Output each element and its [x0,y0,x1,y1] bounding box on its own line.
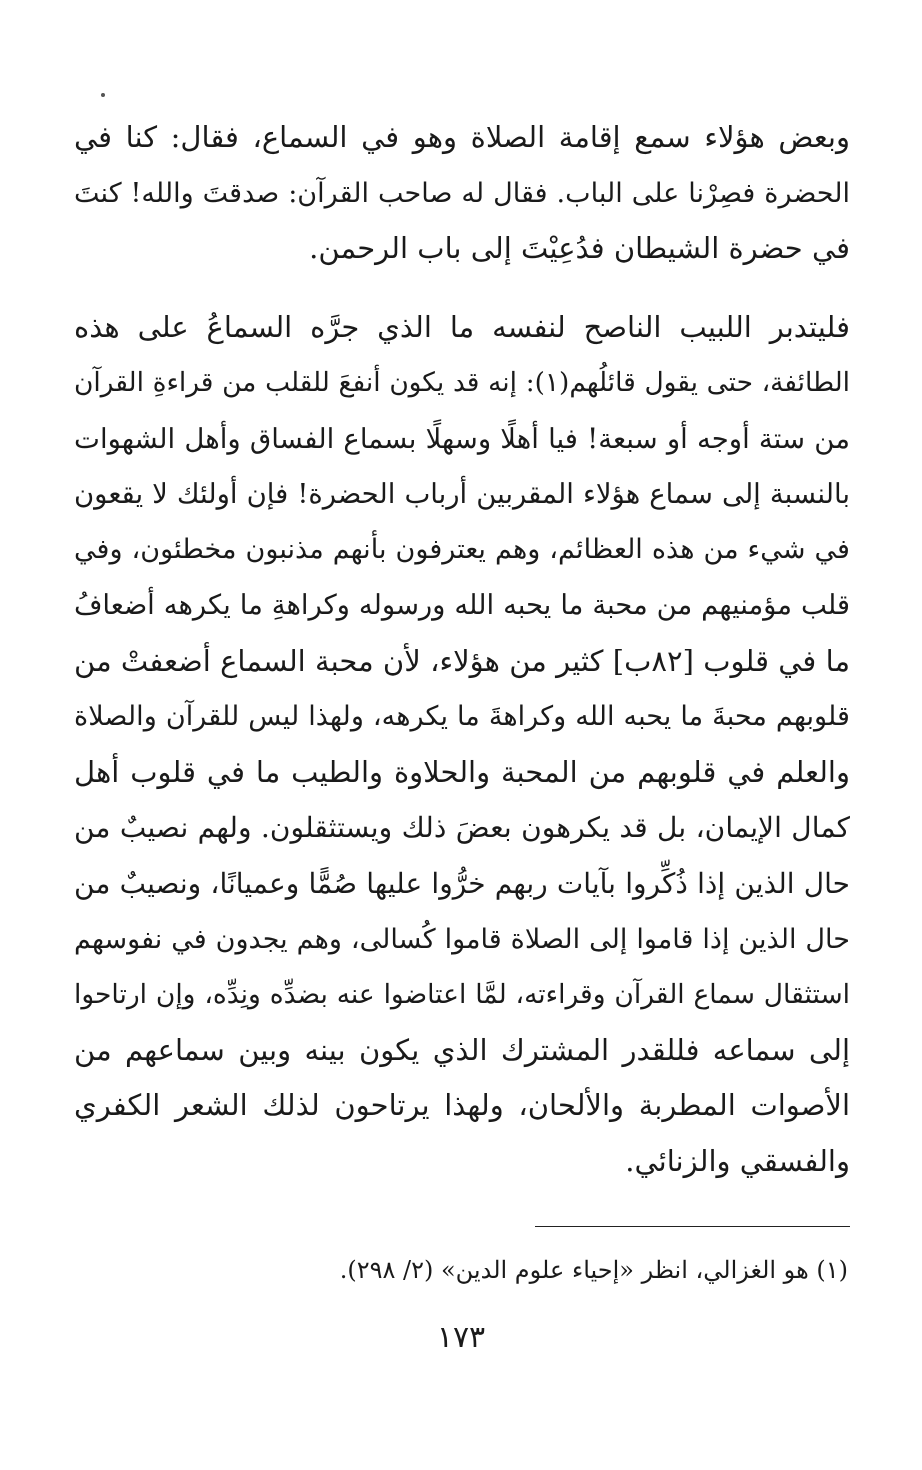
footnote-divider [535,1226,850,1227]
text-line: إلى سماعه فللقدر المشترك الذي يكون بينه وبين سماعهم من [74,1032,850,1067]
text-line: استثقال سماع القرآن وقراءته، لمَّا اعتاضوا عنه بضدِّه ونِدِّه، وإن ارتاحوا [74,979,850,1011]
text-line: كمال الإيمان، بل قد يكرهون بعضَ ذلك ويستثقلون. ولهم نصيبٌ من [74,811,850,845]
text-line: من ستة أوجه أو سبعة! فيا أهلًا وسهلًا بسماع الفساق وأهل الشهوات [74,422,850,456]
text-line: فليتدبر اللبيب الناصح لنفسه ما الذي جرَّه السماعُ على هذه [74,310,850,344]
text-line: قلب مؤمنيهم من محبة ما يحبه الله ورسوله وكراهةِ ما يكرهه أضعافُ [74,589,850,621]
text-line: في حضرة الشيطان فدُعِيْتَ إلى باب الرحمن. [309,231,850,266]
paragraph-1 [74,110,850,277]
text-line: الحضرة فصِرْنا على الباب. فقال له صاحب القرآن: صدقتَ والله! كنتَ [74,177,850,209]
text-line: والفسقي والزنائي. [625,1143,850,1178]
text-line: وبعض هؤلاء سمع إقامة الصلاة وهو في السماع، فقال: كنا في [74,120,850,154]
text-line: الأصوات المطربة والألحان، ولهذا يرتاحون لذلك الشعر الكفري [74,1088,850,1123]
text-line: في شيء من هذه العظائم، وهم يعترفون بأنهم مذنبون مخطئون، وفي [74,534,850,566]
page-number: ١٧٣ [436,1320,486,1355]
text-line: حال الذين إذا ذُكِّروا بآيات ربهم خرُّوا عليها صُمًّا وعميانًا، ونصيبٌ من [74,866,850,900]
paragraph-2 [74,300,850,1190]
text-line: ما في قلوب [٨٢ب] كثير من هؤلاء، لأن محبة السماع أضعفتْ من [74,643,850,678]
footnote: (١) هو الغزالي، انظر «إحياء علوم الدين» (٢/ ٢٩٨). [339,1256,848,1284]
text-line: والعلم في قلوبهم من المحبة والحلاوة والطيب ما في قلوب أهل [74,754,850,789]
text-line: بالنسبة إلى سماع هؤلاء المقربين أرباب الحضرة! فإن أولئك لا يقعون [74,478,850,510]
speck-mark [101,93,105,97]
text-line: الطائفة، حتى يقول قائلُهم(١): إنه قد يكون أنفعَ للقلب من قراءةِ القرآن [74,367,850,398]
text-line: قلوبهم محبةَ ما يحبه الله وكراهةَ ما يكرهه، ولهذا ليس للقرآن والصلاة [74,701,850,733]
text-line: حال الذين إذا قاموا إلى الصلاة قاموا كُسالى، وهم يجدون في نفوسهم [74,923,850,955]
